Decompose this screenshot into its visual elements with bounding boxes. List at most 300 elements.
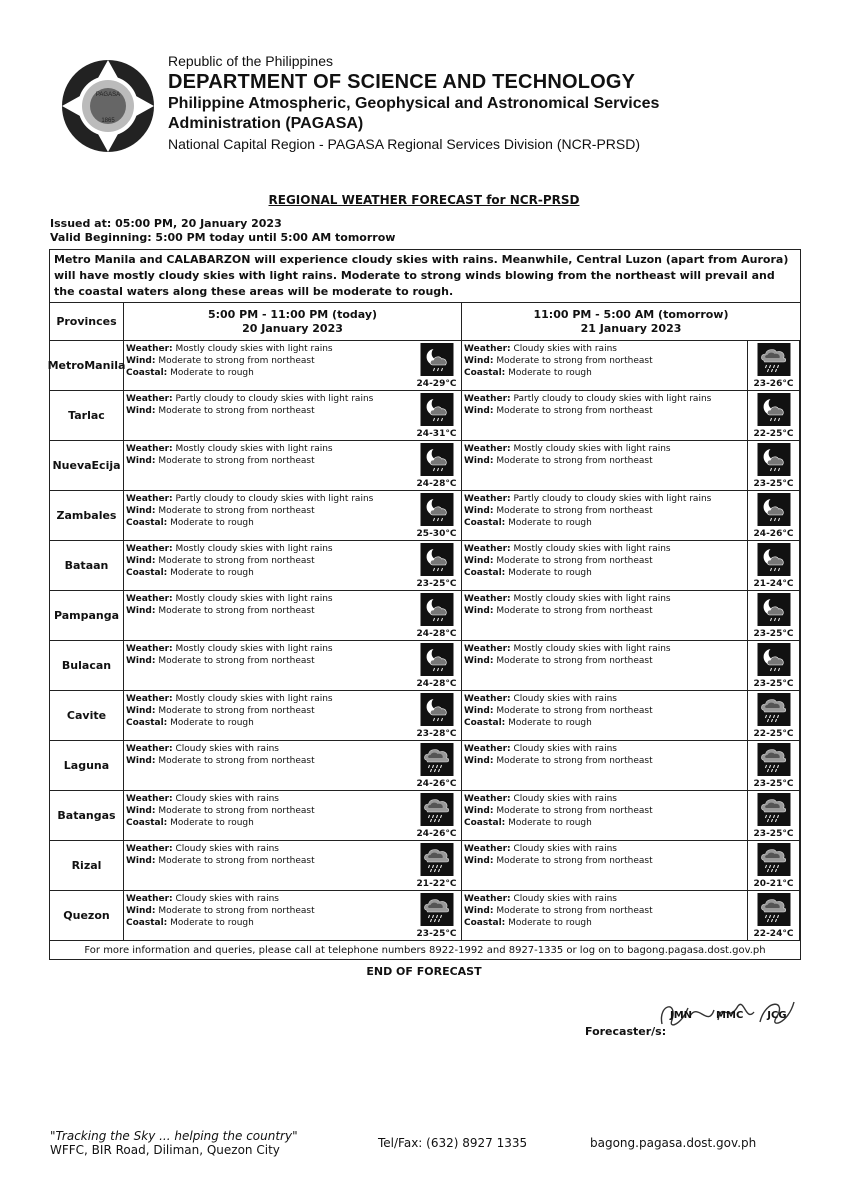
night-cloudy-light-rain-icon xyxy=(420,393,453,426)
p1-weather-icon-cell xyxy=(412,641,462,691)
p2-forecast-details xyxy=(462,441,748,491)
province-name: Quezon xyxy=(50,891,124,941)
night-cloudy-light-rain-icon xyxy=(420,443,453,476)
p2-weather-icon-cell xyxy=(748,791,800,841)
wind-line xyxy=(464,405,745,417)
coastal-value: Moderate to rough xyxy=(508,518,592,528)
provinces-header: Provinces xyxy=(50,303,124,341)
temperature-range: 23-25°C xyxy=(753,779,794,789)
weather-label: Weather: xyxy=(126,344,173,354)
wind-line xyxy=(464,355,745,367)
coastal-value: Moderate to rough xyxy=(508,918,592,928)
wind-label: Wind: xyxy=(464,806,494,816)
p2-forecast-details xyxy=(462,891,748,941)
weather-line xyxy=(126,493,410,505)
weather-value: Cloudy skies with rains xyxy=(513,894,617,904)
p2-forecast-details xyxy=(462,591,748,641)
province-name: Batangas xyxy=(50,791,124,841)
wind-line xyxy=(464,505,745,517)
weather-value: Mostly cloudy skies with light rains xyxy=(175,544,333,554)
p2-forecast-details xyxy=(462,691,748,741)
temperature-range: 23-25°C xyxy=(753,679,794,689)
wind-value: Moderate to strong from northeast xyxy=(158,806,315,816)
wind-value: Moderate to strong from northeast xyxy=(158,556,315,566)
night-cloudy-light-rain-icon xyxy=(420,493,453,526)
coastal-label: Coastal: xyxy=(126,568,168,578)
weather-value: Mostly cloudy skies with light rains xyxy=(175,644,333,654)
wind-value: Moderate to strong from northeast xyxy=(158,406,315,416)
agency-name-line1: Philippine Atmospheric, Geophysical and Astronomical Services xyxy=(168,95,660,112)
forecast-table xyxy=(49,249,801,960)
p2-weather-icon-cell xyxy=(748,641,800,691)
temperature-range: 24-28°C xyxy=(416,479,457,489)
temperature-range: 24-26°C xyxy=(753,529,794,539)
wind-label: Wind: xyxy=(126,506,156,516)
p1-forecast-details xyxy=(124,441,412,491)
p1-weather-icon-cell xyxy=(412,341,462,391)
coastal-line xyxy=(464,517,745,529)
coastal-value: Moderate to rough xyxy=(170,568,254,578)
weather-value: Mostly cloudy skies with light rains xyxy=(513,544,671,554)
p1-weather-icon-cell xyxy=(412,791,462,841)
weather-line xyxy=(126,843,410,855)
weather-label: Weather: xyxy=(464,894,511,904)
wind-line xyxy=(126,405,410,417)
temperature-range: 24-28°C xyxy=(416,679,457,689)
weather-line xyxy=(464,643,745,655)
weather-line xyxy=(126,893,410,905)
republic-label: Republic of the Philippines xyxy=(168,53,333,69)
weather-line xyxy=(464,743,745,755)
wind-label: Wind: xyxy=(464,456,494,466)
coastal-line xyxy=(126,717,410,729)
weather-value: Cloudy skies with rains xyxy=(175,894,279,904)
weather-line xyxy=(464,593,745,605)
cloudy-rain-icon xyxy=(420,743,453,776)
coastal-line xyxy=(464,817,745,829)
province-name: NuevaEcija xyxy=(50,441,124,491)
coastal-value: Moderate to rough xyxy=(170,818,254,828)
wind-line xyxy=(126,455,410,467)
temperature-range: 24-26°C xyxy=(416,779,457,789)
wind-label: Wind: xyxy=(464,656,494,666)
temperature-range: 23-25°C xyxy=(416,579,457,589)
coastal-label: Coastal: xyxy=(126,918,168,928)
coastal-label: Coastal: xyxy=(464,518,506,528)
night-cloudy-light-rain-icon xyxy=(757,543,790,576)
wind-line xyxy=(126,655,410,667)
p1-forecast-details xyxy=(124,391,412,441)
weather-value: Mostly cloudy skies with light rains xyxy=(175,344,333,354)
wind-label: Wind: xyxy=(464,756,494,766)
p2-weather-icon-cell xyxy=(748,391,800,441)
night-cloudy-light-rain-icon xyxy=(420,693,453,726)
wind-value: Moderate to strong from northeast xyxy=(496,356,653,366)
weather-label: Weather: xyxy=(464,694,511,704)
temperature-range: 25-30°C xyxy=(416,529,457,539)
p2-forecast-details xyxy=(462,841,748,891)
wind-label: Wind: xyxy=(464,906,494,916)
weather-line xyxy=(464,893,745,905)
weather-line xyxy=(126,343,410,355)
weather-value: Cloudy skies with rains xyxy=(513,794,617,804)
p2-weather-icon-cell xyxy=(748,891,800,941)
p2-forecast-details xyxy=(462,541,748,591)
weather-value: Cloudy skies with rains xyxy=(513,844,617,854)
wind-label: Wind: xyxy=(126,356,156,366)
wind-line xyxy=(126,905,410,917)
wind-value: Moderate to strong from northeast xyxy=(496,506,653,516)
p1-weather-icon-cell xyxy=(412,441,462,491)
weather-line xyxy=(464,493,745,505)
wind-value: Moderate to strong from northeast xyxy=(496,456,653,466)
coastal-label: Coastal: xyxy=(464,918,506,928)
wind-label: Wind: xyxy=(126,656,156,666)
coastal-value: Moderate to rough xyxy=(170,368,254,378)
wind-line xyxy=(464,855,745,867)
night-cloudy-light-rain-icon xyxy=(420,643,453,676)
forecast-grid xyxy=(47,303,800,941)
wind-line xyxy=(126,555,410,567)
p1-forecast-details xyxy=(124,491,412,541)
p2-weather-icon-cell xyxy=(748,591,800,641)
province-name: Rizal xyxy=(50,841,124,891)
weather-line xyxy=(464,543,745,555)
p1-weather-icon-cell xyxy=(412,841,462,891)
weather-label: Weather: xyxy=(464,544,511,554)
province-name: Laguna xyxy=(50,741,124,791)
coastal-value: Moderate to rough xyxy=(170,718,254,728)
p2-forecast-details xyxy=(462,341,748,391)
night-cloudy-light-rain-icon xyxy=(757,593,790,626)
weather-label: Weather: xyxy=(126,794,173,804)
wind-line xyxy=(464,905,745,917)
page-title: REGIONAL WEATHER FORECAST for NCR-PRSD xyxy=(268,193,580,207)
weather-label: Weather: xyxy=(464,394,511,404)
coastal-line xyxy=(464,567,745,579)
wind-line xyxy=(464,655,745,667)
wind-line xyxy=(126,605,410,617)
temperature-range: 24-31°C xyxy=(416,429,457,439)
temperature-range: 21-22°C xyxy=(416,879,457,889)
weather-line xyxy=(464,343,745,355)
cloudy-rain-icon xyxy=(757,693,790,726)
p1-weather-icon-cell xyxy=(412,391,462,441)
p2-weather-icon-cell xyxy=(748,341,800,391)
wind-label: Wind: xyxy=(464,856,494,866)
p1-forecast-details xyxy=(124,341,412,391)
coastal-line xyxy=(464,717,745,729)
temperature-range: 23-26°C xyxy=(753,379,794,389)
wind-line xyxy=(126,505,410,517)
weather-line xyxy=(464,843,745,855)
p2-forecast-details xyxy=(462,491,748,541)
wind-label: Wind: xyxy=(464,506,494,516)
division-name: National Capital Region - PAGASA Regional Services Division (NCR-PRSD) xyxy=(168,136,641,152)
weather-label: Weather: xyxy=(126,744,173,754)
weather-line xyxy=(126,643,410,655)
weather-label: Weather: xyxy=(464,444,511,454)
weather-label: Weather: xyxy=(464,744,511,754)
coastal-value: Moderate to rough xyxy=(170,918,254,928)
wind-value: Moderate to strong from northeast xyxy=(496,656,653,666)
coastal-line xyxy=(126,567,410,579)
coastal-line xyxy=(126,917,410,929)
weather-label: Weather: xyxy=(464,844,511,854)
night-cloudy-light-rain-icon xyxy=(420,543,453,576)
valid-beginning: Valid Beginning: 5:00 PM today until 5:00 AM tomorrow xyxy=(50,231,396,244)
cloudy-rain-icon xyxy=(757,893,790,926)
weather-value: Mostly cloudy skies with light rains xyxy=(513,644,671,654)
temperature-range: 23-28°C xyxy=(416,729,457,739)
night-cloudy-light-rain-icon xyxy=(757,643,790,676)
province-name: MetroManila xyxy=(50,341,124,391)
wind-label: Wind: xyxy=(464,356,494,366)
end-of-forecast: END OF FORECAST xyxy=(366,965,482,978)
weather-line xyxy=(126,743,410,755)
wind-value: Moderate to strong from northeast xyxy=(158,506,315,516)
p1-forecast-details xyxy=(124,891,412,941)
wind-value: Moderate to strong from northeast xyxy=(158,756,315,766)
temperature-range: 23-25°C xyxy=(416,929,457,939)
coastal-line xyxy=(464,917,745,929)
province-name: Zambales xyxy=(50,491,124,541)
p2-weather-icon-cell xyxy=(748,741,800,791)
weather-value: Partly cloudy to cloudy skies with light rains xyxy=(513,394,712,404)
night-cloudy-light-rain-icon xyxy=(757,493,790,526)
wind-label: Wind: xyxy=(464,406,494,416)
p1-weather-icon-cell xyxy=(412,541,462,591)
weather-line xyxy=(464,793,745,805)
coastal-label: Coastal: xyxy=(464,568,506,578)
weather-value: Cloudy skies with rains xyxy=(513,344,617,354)
temperature-range: 21-24°C xyxy=(753,579,794,589)
wind-line xyxy=(464,755,745,767)
weather-value: Cloudy skies with rains xyxy=(175,744,279,754)
svg-text:1865: 1865 xyxy=(101,118,115,124)
wind-value: Moderate to strong from northeast xyxy=(496,556,653,566)
wind-label: Wind: xyxy=(126,806,156,816)
wind-line xyxy=(464,605,745,617)
wind-value: Moderate to strong from northeast xyxy=(158,906,315,916)
weather-label: Weather: xyxy=(126,394,173,404)
weather-label: Weather: xyxy=(126,844,173,854)
wind-value: Moderate to strong from northeast xyxy=(158,856,315,866)
temperature-range: 22-25°C xyxy=(753,729,794,739)
dost-pagasa-logo xyxy=(60,58,156,154)
temperature-range: 24-26°C xyxy=(416,829,457,839)
coastal-label: Coastal: xyxy=(126,818,168,828)
night-cloudy-light-rain-icon xyxy=(757,443,790,476)
wind-line xyxy=(126,755,410,767)
p2-weather-icon-cell xyxy=(748,841,800,891)
weather-label: Weather: xyxy=(126,544,173,554)
temperature-range: 22-25°C xyxy=(753,429,794,439)
p2-weather-icon-cell xyxy=(748,541,800,591)
wind-value: Moderate to strong from northeast xyxy=(496,606,653,616)
wind-value: Moderate to strong from northeast xyxy=(496,406,653,416)
weather-value: Partly cloudy to cloudy skies with light rains xyxy=(513,494,712,504)
forecasters-label: Forecaster/s: xyxy=(585,1025,667,1038)
night-cloudy-light-rain-icon xyxy=(420,593,453,626)
coastal-line xyxy=(464,367,745,379)
wind-value: Moderate to strong from northeast xyxy=(158,706,315,716)
weather-label: Weather: xyxy=(126,594,173,604)
weather-value: Partly cloudy to cloudy skies with light rains xyxy=(175,394,374,404)
p2-forecast-details xyxy=(462,741,748,791)
p1-forecast-details xyxy=(124,691,412,741)
wind-line xyxy=(464,555,745,567)
issued-at: Issued at: 05:00 PM, 20 January 2023 xyxy=(50,217,282,230)
wind-value: Moderate to strong from northeast xyxy=(158,456,315,466)
cloudy-rain-icon xyxy=(757,343,790,376)
temperature-range: 23-25°C xyxy=(753,629,794,639)
cloudy-rain-icon xyxy=(420,893,453,926)
period1-header: 5:00 PM - 11:00 PM (today) 20 January 2023 xyxy=(124,303,462,341)
province-name: Bulacan xyxy=(50,641,124,691)
cloudy-rain-icon xyxy=(757,843,790,876)
province-name: Bataan xyxy=(50,541,124,591)
province-name: Tarlac xyxy=(50,391,124,441)
p1-forecast-details xyxy=(124,541,412,591)
p2-forecast-details xyxy=(462,391,748,441)
p2-weather-icon-cell xyxy=(748,691,800,741)
weather-label: Weather: xyxy=(464,494,511,504)
wind-value: Moderate to strong from northeast xyxy=(496,906,653,916)
night-cloudy-light-rain-icon xyxy=(420,343,453,376)
letterhead xyxy=(168,52,728,153)
weather-line xyxy=(464,443,745,455)
weather-label: Weather: xyxy=(464,794,511,804)
wind-label: Wind: xyxy=(126,706,156,716)
coastal-value: Moderate to rough xyxy=(508,568,592,578)
p1-weather-icon-cell xyxy=(412,891,462,941)
wind-line xyxy=(464,805,745,817)
weather-line xyxy=(126,443,410,455)
temperature-range: 24-29°C xyxy=(416,379,457,389)
weather-label: Weather: xyxy=(126,444,173,454)
wind-line xyxy=(464,705,745,717)
coastal-value: Moderate to rough xyxy=(508,718,592,728)
wind-line xyxy=(126,805,410,817)
weather-value: Cloudy skies with rains xyxy=(513,694,617,704)
p1-forecast-details xyxy=(124,841,412,891)
temperature-range: 20-21°C xyxy=(753,879,794,889)
wind-label: Wind: xyxy=(126,406,156,416)
night-cloudy-light-rain-icon xyxy=(757,393,790,426)
weather-label: Weather: xyxy=(464,644,511,654)
weather-value: Mostly cloudy skies with light rains xyxy=(513,594,671,604)
weather-label: Weather: xyxy=(126,694,173,704)
weather-value: Cloudy skies with rains xyxy=(513,744,617,754)
p1-weather-icon-cell xyxy=(412,691,462,741)
weather-label: Weather: xyxy=(126,644,173,654)
wind-value: Moderate to strong from northeast xyxy=(496,756,653,766)
weather-value: Mostly cloudy skies with light rains xyxy=(513,444,671,454)
wind-label: Wind: xyxy=(126,856,156,866)
tagline: "Tracking the Sky ... helping the country" xyxy=(50,1129,298,1143)
coastal-value: Moderate to rough xyxy=(508,818,592,828)
coastal-label: Coastal: xyxy=(464,818,506,828)
svg-text:PAGASA: PAGASA xyxy=(95,92,121,98)
wind-value: Moderate to strong from northeast xyxy=(158,606,315,616)
website: bagong.pagasa.dost.gov.ph xyxy=(590,1136,757,1150)
wind-value: Moderate to strong from northeast xyxy=(158,656,315,666)
temperature-range: 24-28°C xyxy=(416,629,457,639)
temperature-range: 23-25°C xyxy=(753,479,794,489)
p2-forecast-details xyxy=(462,791,748,841)
p2-weather-icon-cell xyxy=(748,441,800,491)
weather-value: Mostly cloudy skies with light rains xyxy=(175,694,333,704)
weather-value: Partly cloudy to cloudy skies with light rains xyxy=(175,494,374,504)
province-name: Pampanga xyxy=(50,591,124,641)
weather-line xyxy=(126,693,410,705)
period2-header: 11:00 PM - 5:00 AM (tomorrow) 21 January 2023 xyxy=(462,303,800,341)
p1-forecast-details xyxy=(124,791,412,841)
cloudy-rain-icon xyxy=(420,793,453,826)
weather-value: Mostly cloudy skies with light rains xyxy=(175,444,333,454)
wind-value: Moderate to strong from northeast xyxy=(496,706,653,716)
weather-value: Cloudy skies with rains xyxy=(175,794,279,804)
department-name: DEPARTMENT OF SCIENCE AND TECHNOLOGY xyxy=(168,71,636,93)
weather-label: Weather: xyxy=(464,344,511,354)
cloudy-rain-icon xyxy=(757,743,790,776)
weather-line xyxy=(126,543,410,555)
cloudy-rain-icon xyxy=(757,793,790,826)
wind-value: Moderate to strong from northeast xyxy=(496,806,653,816)
wind-line xyxy=(464,455,745,467)
address: WFFC, BIR Road, Diliman, Quezon City xyxy=(50,1143,280,1157)
temperature-range: 22-24°C xyxy=(753,929,794,939)
p2-forecast-details xyxy=(462,641,748,691)
coastal-label: Coastal: xyxy=(464,368,506,378)
weather-line xyxy=(464,693,745,705)
province-name: Cavite xyxy=(50,691,124,741)
weather-value: Mostly cloudy skies with light rains xyxy=(175,594,333,604)
coastal-label: Coastal: xyxy=(464,718,506,728)
wind-label: Wind: xyxy=(126,906,156,916)
p1-forecast-details xyxy=(124,591,412,641)
weather-line xyxy=(126,793,410,805)
p1-forecast-details xyxy=(124,641,412,691)
cloudy-rain-icon xyxy=(420,843,453,876)
wind-value: Moderate to strong from northeast xyxy=(496,856,653,866)
tel-fax: Tel/Fax: (632) 8927 1335 xyxy=(378,1136,528,1150)
forecaster-initials: JMN MMC JCG xyxy=(670,1010,787,1021)
issue-info xyxy=(50,217,395,245)
coastal-line xyxy=(126,517,410,529)
temperature-range: 23-25°C xyxy=(753,829,794,839)
weather-line xyxy=(126,393,410,405)
synopsis: Metro Manila and CALABARZON will experience cloudy skies with rains. Meanwhile, Central Luzon (apart from Aurora) will have mostly cloudy skies with light rains. Moderate to strong winds blowing from the northeast will prevail and the coastal waters along these areas will be moderate to rough. xyxy=(50,250,800,303)
wind-label: Wind: xyxy=(464,706,494,716)
coastal-label: Coastal: xyxy=(126,518,168,528)
agency-name-line2: Administration (PAGASA) xyxy=(168,115,364,132)
coastal-value: Moderate to rough xyxy=(508,368,592,378)
weather-label: Weather: xyxy=(126,894,173,904)
weather-value: Cloudy skies with rains xyxy=(175,844,279,854)
footnote: For more information and queries, please call at telephone numbers 8922-1992 and 8927-1335 or log on to bagong.pagasa.dost.gov.ph xyxy=(84,944,766,956)
p1-weather-icon-cell xyxy=(412,591,462,641)
weather-label: Weather: xyxy=(126,494,173,504)
wind-label: Wind: xyxy=(126,556,156,566)
wind-value: Moderate to strong from northeast xyxy=(158,356,315,366)
coastal-label: Coastal: xyxy=(126,718,168,728)
coastal-line xyxy=(126,817,410,829)
wind-label: Wind: xyxy=(464,606,494,616)
wind-label: Wind: xyxy=(126,756,156,766)
wind-label: Wind: xyxy=(464,556,494,566)
